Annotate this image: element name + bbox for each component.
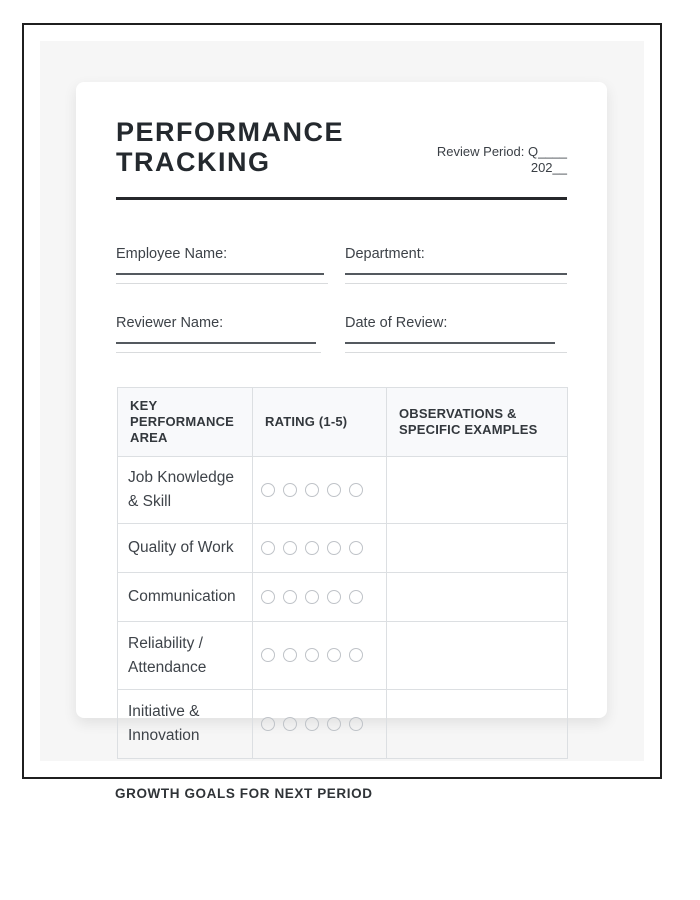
table-row — [118, 457, 568, 524]
review-period — [437, 144, 567, 175]
area-cell: Quality of Work — [118, 524, 253, 573]
observations-cell[interactable] — [387, 622, 568, 690]
info-fields — [116, 245, 567, 353]
rating-circle[interactable] — [305, 541, 319, 555]
rating-circle[interactable] — [283, 541, 297, 555]
rating-circle[interactable] — [327, 648, 341, 662]
rating-circle[interactable] — [327, 541, 341, 555]
rating-circle[interactable] — [327, 483, 341, 497]
rating-circle[interactable] — [283, 648, 297, 662]
rating-cell — [253, 622, 387, 690]
page-frame — [22, 23, 662, 779]
rating-circle[interactable] — [261, 648, 275, 662]
rating-circle[interactable] — [261, 541, 275, 555]
performance-table — [117, 387, 568, 759]
field-reviewer-name — [116, 314, 328, 353]
rating-circle[interactable] — [305, 717, 319, 731]
area-cell: Reliability / Attendance — [118, 622, 253, 690]
gray-background-panel — [40, 41, 644, 761]
observations-cell[interactable] — [387, 573, 568, 622]
rating-circle[interactable] — [305, 590, 319, 604]
rating-circle[interactable] — [305, 483, 319, 497]
rating-circle[interactable] — [283, 590, 297, 604]
title-divider — [116, 197, 567, 200]
employee-name-input-line[interactable] — [116, 273, 324, 275]
observations-cell[interactable] — [387, 457, 568, 524]
rating-circle[interactable] — [261, 483, 275, 497]
date-of-review-input-line[interactable] — [345, 342, 555, 344]
page-title: PERFORMANCE TRACKING — [116, 117, 345, 177]
rating-cell — [253, 573, 387, 622]
field-department — [345, 245, 567, 284]
table-row — [118, 524, 568, 573]
area-cell: Job Knowledge & Skill — [118, 457, 253, 524]
rating-circle[interactable] — [349, 648, 363, 662]
reviewer-name-underline — [116, 352, 321, 353]
employee-name-underline — [116, 283, 328, 284]
rating-circle[interactable] — [261, 717, 275, 731]
rating-circle[interactable] — [349, 483, 363, 497]
rating-circle[interactable] — [305, 648, 319, 662]
table-row — [118, 573, 568, 622]
area-cell: Communication — [118, 573, 253, 622]
reviewer-name-input-line[interactable] — [116, 342, 316, 344]
growth-goals-heading: GROWTH GOALS FOR NEXT PERIOD — [115, 786, 373, 801]
rating-circle[interactable] — [349, 590, 363, 604]
rating-cell — [253, 457, 387, 524]
rating-circle[interactable] — [283, 483, 297, 497]
review-period-line1: Review Period: Q____ — [436, 144, 567, 159]
employee-name-label: Employee Name: — [116, 246, 228, 262]
date-of-review-underline — [345, 352, 567, 353]
date-of-review-label: Date of Review: — [345, 315, 448, 331]
observations-cell[interactable] — [387, 524, 568, 573]
department-input-line[interactable] — [345, 273, 567, 275]
rating-cell — [253, 524, 387, 573]
table-header-row — [118, 388, 568, 457]
rating-circle[interactable] — [261, 590, 275, 604]
department-underline — [345, 283, 567, 284]
table-row — [118, 622, 568, 690]
rating-circle[interactable] — [349, 717, 363, 731]
rating-circle[interactable] — [283, 717, 297, 731]
form-card — [76, 82, 607, 744]
header-rating: RATING (1-5) — [253, 388, 387, 457]
rating-circle[interactable] — [327, 590, 341, 604]
rating-circle[interactable] — [327, 717, 341, 731]
form-header — [116, 117, 567, 177]
reviewer-name-label: Reviewer Name: — [116, 315, 224, 331]
header-key-performance-area: KEY PERFORMANCE AREA — [118, 388, 253, 457]
field-date-of-review — [345, 314, 567, 353]
review-period-line2: 202__ — [530, 159, 567, 175]
rating-circle[interactable] — [349, 541, 363, 555]
field-employee-name — [116, 245, 328, 284]
header-observations: OBSERVATIONS & SPECIFIC EXAMPLES — [387, 388, 568, 457]
area-cell: Initiative & Innovation — [118, 690, 253, 759]
department-label: Department: — [345, 246, 425, 262]
table-row — [118, 690, 568, 759]
rating-cell — [253, 690, 387, 759]
observations-cell[interactable] — [387, 690, 568, 759]
